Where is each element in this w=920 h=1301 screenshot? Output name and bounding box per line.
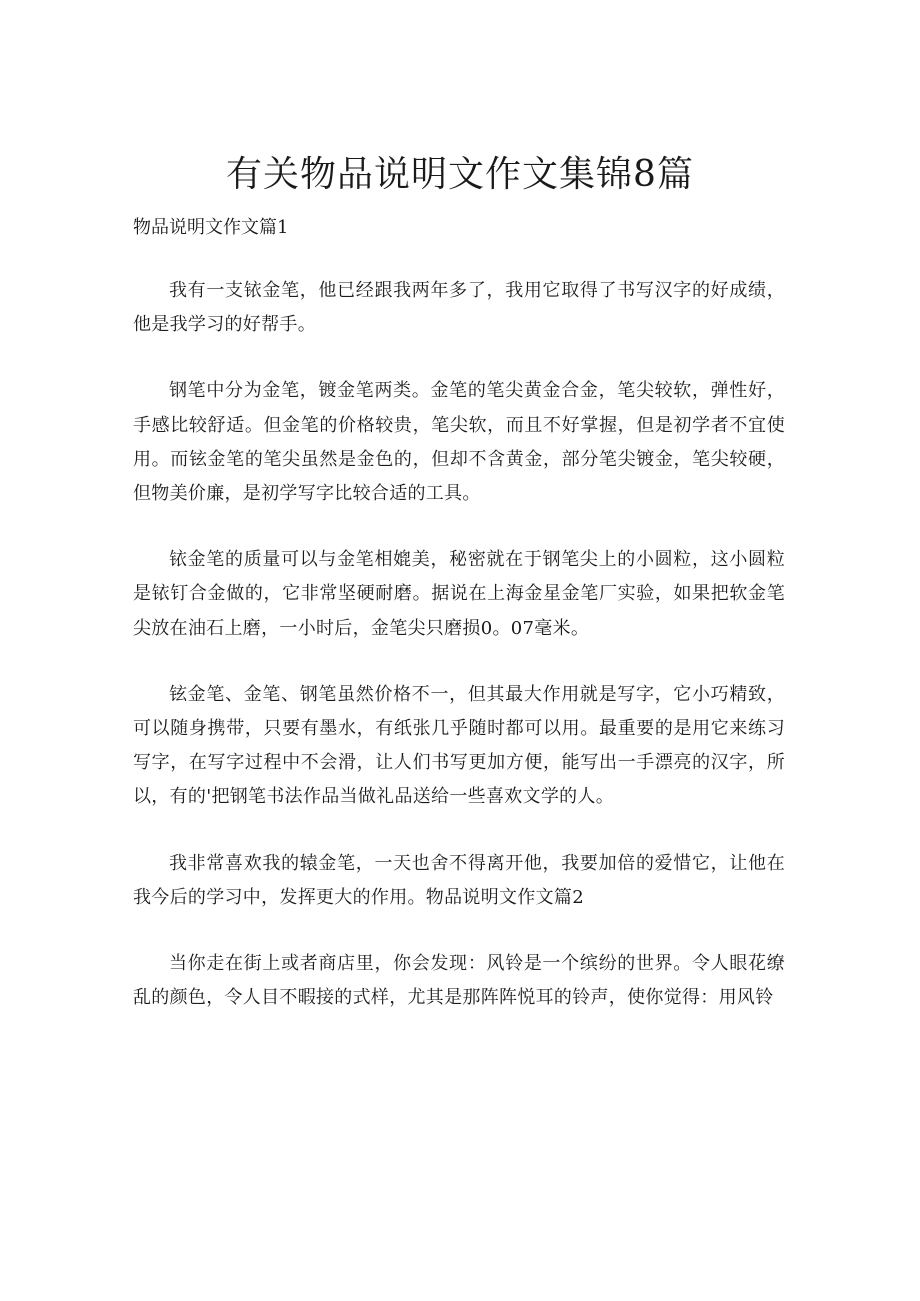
document-body	[133, 274, 785, 1047]
paragraph-2: 钢笔中分为金笔，镀金笔两类。金笔的笔尖黄金合金，笔尖较软，弹性好，手感比较舒适。但金笔的价格较贵，笔尖软，而且不好掌握，但是初学者不宜使用。而铉金笔的笔尖虽然是金色的，但却不含黄金，部分笔尖镀金，笔尖较硬，但物美价廉，是初学写字比较合适的工具。	[133, 380, 785, 505]
paragraph-1: 我有一支铱金笔，他已经跟我两年多了，我用它取得了书写汉字的好成绩，他是我学习的好帮手。	[133, 280, 785, 336]
paragraph-5: 我非常喜欢我的辕金笔，一天也舍不得离开他，我要加倍的爱惜它，让他在我今后的学习中，发挥更大的作用。物品说明文作文篇2	[133, 852, 785, 908]
section-heading: 物品说明文作文篇1	[133, 217, 289, 238]
paragraph-4: 铉金笔、金笔、钢笔虽然价格不一，但其最大作用就是写字，它小巧精致，可以随身携带，只要有墨水，有纸张几乎随时都可以用。最重要的是用它来练习写字，在写字过程中不会滑，让人们书写更加方便，能写出一手漂亮的汉字，所以，有的'把钢笔书法作品当做礼品送给一些喜欢文学的人。	[133, 683, 785, 808]
paragraph-6: 当你走在街上或者商店里，你会发现：风铃是一个缤纷的世界。令人眼花缭乱的颜色，令人目不暇接的式样，尤其是那阵阵悦耳的铃声，使你觉得：用风铃	[133, 953, 785, 1009]
document-title: 有关物品说明文作文集锦8篇	[226, 154, 694, 195]
paragraph-3: 铱金笔的质量可以与金笔相媲美，秘密就在于钢笔尖上的小圆粒，这小圆粒是铱钉合金做的，它非常坚硬耐磨。据说在上海金星金笔厂实验，如果把软金笔尖放在油石上磨，一小时后，金笔尖只磨损0。07毫米。	[133, 549, 785, 639]
